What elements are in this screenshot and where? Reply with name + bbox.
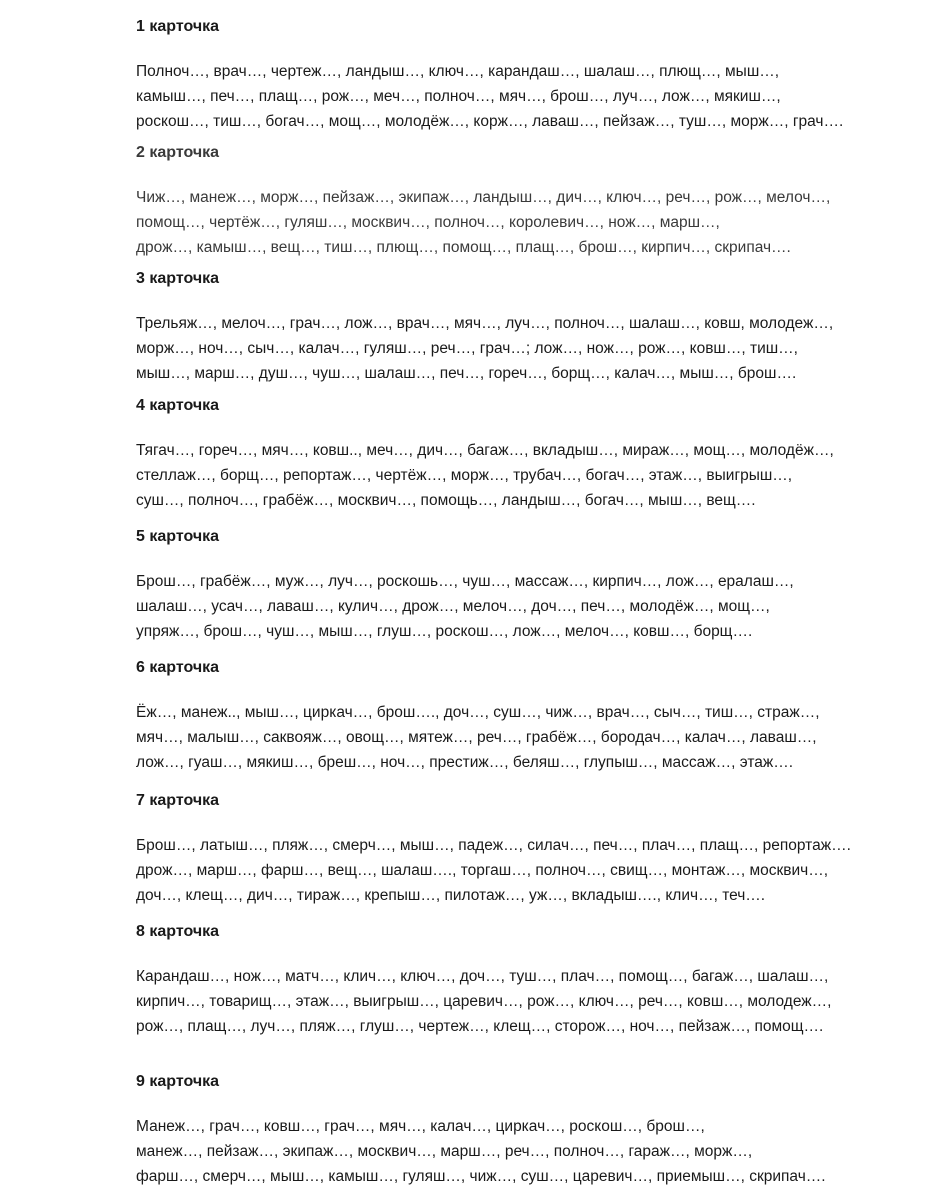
card-title: 7 карточка: [136, 792, 220, 809]
card-text: [136, 964, 916, 1039]
card-1: [136, 17, 916, 134]
card-6: [136, 658, 916, 775]
card-line: морж…, ноч…, сыч…, калач…, гуляш…, реч…, грач…; лож…, нож…, рож…, ковш…, тиш…,: [136, 340, 798, 357]
card-title: 2 карточка: [136, 144, 220, 161]
card-line: шалаш…, усач…, лаваш…, кулич…, дрож…, мелоч…, доч…, печ…, молодёж…, мощ…,: [136, 598, 770, 615]
card-3: [136, 269, 916, 386]
card-line: упряж…, брош…, чуш…, мыш…, глуш…, роскош…, лож…, мелоч…, ковш…, борщ….: [136, 623, 753, 640]
card-title: 9 карточка: [136, 1073, 220, 1090]
card-line: Ёж…, манеж.., мыш…, циркач…, брош…., доч…, суш…, чиж…, врач…, сыч…, тиш…, страж…,: [136, 704, 820, 721]
card-line: мяч…, малыш…, саквояж…, овощ…, мятеж…, реч…, грабёж…, бородач…, калач…, лаваш…,: [136, 729, 817, 746]
card-line: стеллаж…, борщ…, репортаж…, чертёж…, морж…, трубач…, богач…, этаж…, выигрыш…,: [136, 467, 793, 484]
card-line: суш…, полноч…, грабёж…, москвич…, помощь…, ландыш…, богач…, мыш…, вещ….: [136, 492, 756, 509]
card-line: лож…, гуаш…, мякиш…, бреш…, ноч…, престиж…, беляш…, глупыш…, массаж…, этаж….: [136, 754, 794, 771]
card-text: [136, 1114, 916, 1189]
card-line: помощ…, чертёж…, гуляш…, москвич…, полноч…, королевич…, нож…, марш…,: [136, 214, 720, 231]
card-line: рож…, плащ…, луч…, пляж…, глуш…, чертеж…, клещ…, сторож…, ноч…, пейзаж…, помощ….: [136, 1018, 824, 1035]
card-text: [136, 700, 916, 775]
card-text: [136, 438, 916, 513]
card-title: 3 карточка: [136, 270, 220, 287]
card-line: Чиж…, манеж…, морж…, пейзаж…, экипаж…, ландыш…, дич…, ключ…, реч…, рож…, мелоч…,: [136, 189, 831, 206]
card-title: 8 карточка: [136, 923, 220, 940]
card-line: манеж…, пейзаж…, экипаж…, москвич…, марш…, реч…, полноч…, гараж…, морж…,: [136, 1143, 753, 1160]
card-5: [136, 527, 916, 644]
card-text: [136, 185, 916, 260]
card-title: 5 карточка: [136, 528, 220, 545]
card-line: Манеж…, грач…, ковш…, грач…, мяч…, калач…, циркач…, роскош…, брош…,: [136, 1118, 705, 1135]
card-7: [136, 791, 916, 908]
card-line: Брош…, латыш…, пляж…, смерч…, мыш…, падеж…, силач…, печ…, плач…, плащ…, репортаж….: [136, 837, 851, 854]
card-line: фарш…, смерч…, мыш…, камыш…, гуляш…, чиж…, суш…, царевич…, приемыш…, скрипач….: [136, 1168, 826, 1185]
card-line: Карандаш…, нож…, матч…, клич…, ключ…, доч…, туш…, плач…, помощ…, багаж…, шалаш…,: [136, 968, 829, 985]
card-9: [136, 1072, 916, 1189]
card-line: кирпич…, товарищ…, этаж…, выигрыш…, царевич…, рож…, ключ…, реч…, ковш…, молодеж…,: [136, 993, 832, 1010]
card-line: дрож…, марш…, фарш…, вещ…, шалаш…., торгаш…, полноч…, свищ…, монтаж…, москвич…,: [136, 862, 829, 879]
card-line: дрож…, камыш…, вещ…, тиш…, плющ…, помощ…, плащ…, брош…, кирпич…, скрипач….: [136, 239, 791, 256]
card-text: [136, 833, 916, 908]
card-title: 4 карточка: [136, 397, 220, 414]
card-text: [136, 569, 916, 644]
card-line: Трельяж…, мелоч…, грач…, лож…, врач…, мяч…, луч…, полноч…, шалаш…, ковш, молодеж…,: [136, 315, 834, 332]
card-title: 1 карточка: [136, 18, 220, 35]
card-text: [136, 311, 916, 386]
card-line: Тягач…, гореч…, мяч…, ковш.., меч…, дич…, багаж…, вкладыш…, мираж…, мощ…, молодёж…,: [136, 442, 834, 459]
card-line: доч…, клещ…, дич…, тираж…, крепыш…, пилотаж…, уж…, вкладыш…., клич…, теч….: [136, 887, 766, 904]
card-2: [136, 143, 916, 260]
card-title: 6 карточка: [136, 659, 220, 676]
card-line: Полноч…, врач…, чертеж…, ландыш…, ключ…, карандаш…, шалаш…, плющ…, мыш…,: [136, 63, 780, 80]
card-line: Брош…, грабёж…, муж…, луч…, роскошь…, чуш…, массаж…, кирпич…, лож…, ералаш…,: [136, 573, 794, 590]
card-text: [136, 59, 916, 134]
card-line: мыш…, марш…, душ…, чуш…, шалаш…, печ…, гореч…, борщ…, калач…, мыш…, брош….: [136, 365, 797, 382]
card-4: [136, 396, 916, 513]
card-line: камыш…, печ…, плащ…, рож…, меч…, полноч…, мяч…, брош…, луч…, лож…, мякиш…,: [136, 88, 781, 105]
card-line: роскош…, тиш…, богач…, мощ…, молодёж…, корж…, лаваш…, пейзаж…, туш…, морж…, грач….: [136, 113, 844, 130]
card-8: [136, 922, 916, 1039]
